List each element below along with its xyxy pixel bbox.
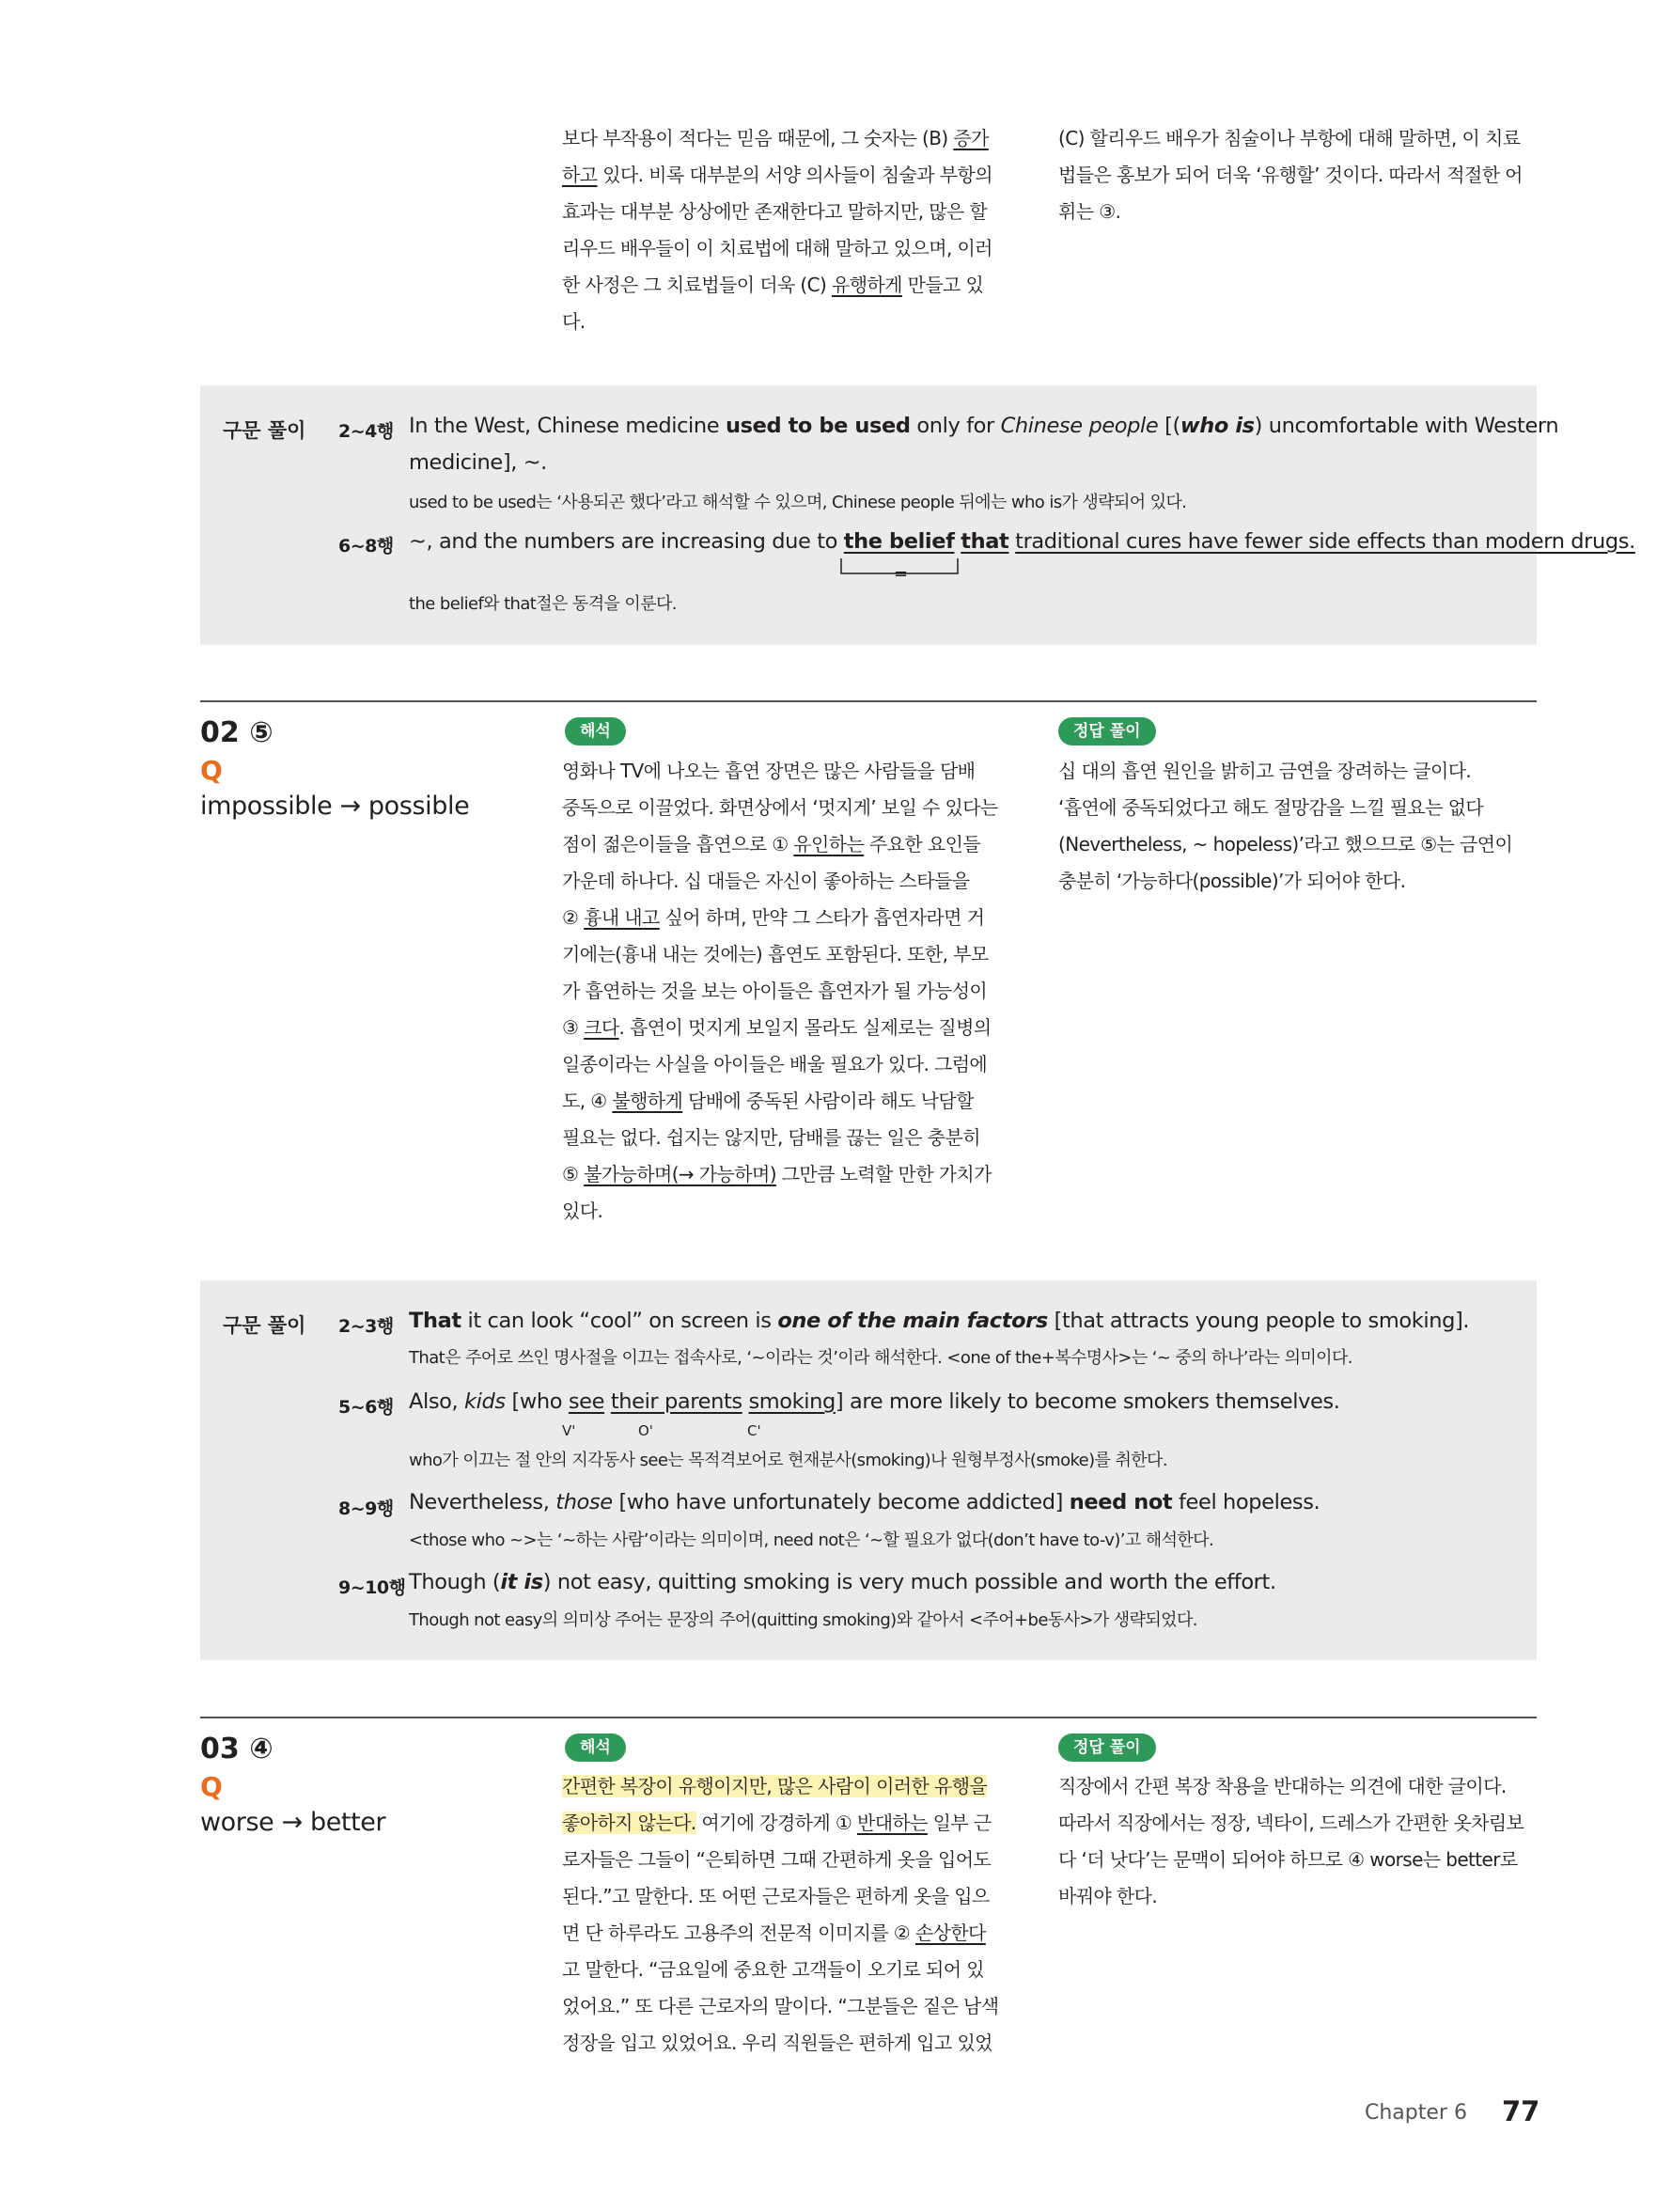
text-line [1058,863,1547,900]
answer-explanation [1058,753,1547,900]
text-run: 싶어 하며, 만약 그 스타가 흡연자라면 거 [659,906,985,929]
text-line [562,826,1023,863]
text-run: that [961,529,1009,554]
text-run: 흉내 내고 [584,906,660,929]
grammar-note: used to be used는 ‘사용되곤 했다’라고 해석할 수 있으며, Chinese people 뒤에는 who is가 생략되어 있다. [409,493,1187,512]
text-run: feel hopeless. [1172,1490,1320,1514]
text-line [1058,826,1547,863]
text-run: ‘흡연에 중독되었다고 해도 절망감을 느낄 필요는 없다 [1058,796,1484,819]
text-line [562,230,1023,267]
korean-translation [562,753,1023,1230]
text-line [562,863,1023,900]
q-marker: Q [200,755,223,786]
text-run: 증가 [953,127,989,149]
text-run: ) uncomfortable with Western [1254,414,1559,438]
text-run: 손상한다 [914,1922,986,1944]
section-divider [200,700,1537,702]
line-ref: 2~4행 [338,421,394,442]
grammar-notes-box-2 [200,1280,1537,1660]
text-run: 주요한 요인들 [864,833,981,855]
korean-translation [562,1768,1023,2062]
grammar-notes-box-1 [200,385,1635,645]
text-run: 충분히 ‘가능하다(possible)’가 되어야 한다. [1058,870,1406,892]
text-run: 일부 근 [927,1812,992,1834]
text-run: . 흡연이 멋지게 보일지 몰라도 실제로는 질병의 [618,1016,992,1039]
text-line [1058,157,1547,194]
text-run: Nevertheless, [409,1490,556,1514]
text-run: 다 ‘더 낫다’는 문맥이 되어야 하므로 ④ worse는 better로 [1058,1848,1518,1871]
grammar-sentence [409,1389,1340,1414]
question-number: 02 ⑤ [200,716,273,749]
text-run [604,1389,611,1414]
grammar-note: the belief와 that절은 동격을 이룬다. [409,594,677,614]
text-line [562,1046,1023,1083]
correct-answer: worse → better [200,1808,386,1837]
text-run: 바꿔야 한다. [1058,1885,1158,1907]
text-line [1058,1768,1547,1805]
text-run: it can look “cool” on screen is [461,1309,778,1333]
text-run: ② [562,906,585,929]
text-line [562,2025,1023,2062]
text-line [1058,1805,1547,1842]
text-line [1058,1842,1547,1878]
text-run: 직장에서 간편 복장 착용을 반대하는 의견에 대한 글이다. [1058,1775,1507,1797]
text-run: 여기에 강경하게 ① [695,1812,857,1834]
text-run: 있다. 비록 대부분의 서양 의사들이 침술과 부항의 [597,164,992,186]
text-run: That [409,1309,461,1333]
grammar-note: <those who ~>는 ‘~하는 사람’이라는 의미이며, need not은 ‘~할 필요가 없다(don’t have to-v)’고 해석한다. [409,1530,1214,1550]
text-run: 하고 [562,164,598,186]
text-run: 불행하게 [612,1090,683,1112]
text-run: (Nevertheless, ~ hopeless)’라고 했으므로 ⑤는 금연이 [1058,833,1513,855]
text-line [1058,753,1547,790]
correct-answer: impossible → possible [200,792,470,821]
text-line [562,1010,1023,1046]
text-run: kids [464,1389,506,1414]
section-divider [200,1717,1537,1718]
text-run: Chinese people [1000,414,1159,438]
line-ref: 2~3행 [338,1316,394,1337]
text-line [562,1156,1023,1193]
text-run: 유행하게 [831,274,902,296]
text-run: 리우드 배우들이 이 치료법에 대해 말하고 있으며, 이러 [562,237,992,259]
text-run: 십 대의 흡연 원인을 밝히고 금연을 장려하는 글이다. [1058,760,1472,782]
answer-explanation-badge: 정답 풀이 [1058,717,1156,745]
text-line [562,267,1023,304]
text-run: 있다. [562,1200,603,1222]
text-run: 담배에 중독된 사람이라 해도 낙담할 [682,1090,974,1112]
text-line [562,1083,1023,1120]
text-run: Also, [409,1389,465,1414]
text-run: 좋아하지 않는다. [562,1812,696,1834]
grammar-sentence [409,1309,1469,1333]
text-run: 반대하는 [856,1812,928,1834]
grammar-sentence [409,414,1558,438]
text-run: one of the main factors [777,1309,1048,1333]
text-run: 다. [562,310,586,333]
text-line [562,1842,1023,1878]
chapter-label: Chapter 6 [1365,2101,1467,2125]
text-line [562,753,1023,790]
answer-explanation [1058,1768,1547,1915]
translation-label-badge: 해석 [565,717,626,745]
text-run: 고 말한다. “금요일에 중요한 고객들이 오기로 되어 있 [562,1958,984,1981]
question-number: 03 ④ [200,1733,273,1765]
text-line [1058,1878,1547,1915]
line-ref: 6~8행 [338,536,394,557]
text-run: [( [1158,414,1180,438]
text-line [562,900,1023,936]
grammar-notes-label: 구문 풀이 [223,1314,306,1337]
text-run: 기에는(흉내 내는 것에는) 흡연도 포함된다. 또한, 부모 [562,943,989,965]
text-run: 한 사정은 그 치료법들이 더욱 (C) [562,274,832,296]
text-run: need not [1069,1490,1173,1514]
text-line [562,1988,1023,2025]
top-answer-explanation-continuation [1058,120,1547,230]
text-run: 가운데 하나다. 십 대들은 자신이 좋아하는 스타들을 [562,870,970,892]
verb-mark: V' [562,1422,576,1439]
text-run: ~, and the numbers are increasing due to [409,529,844,554]
line-ref: 5~6행 [338,1397,394,1418]
text-run: 점이 젊은이들을 흡연으로 ① [562,833,794,855]
text-run: ] are more likely to become smokers themselves. [835,1389,1340,1414]
text-line [1058,790,1547,826]
text-line [562,1805,1023,1842]
text-run: 도, ④ [562,1090,613,1112]
text-line [562,157,1023,194]
text-run: the belief [843,529,955,554]
text-run: 일종이라는 사실을 아이들은 배울 필요가 있다. 그럼에 [562,1053,988,1075]
text-run: only for [910,414,1001,438]
text-run: 법들은 홍보가 되어 더욱 ‘유행할’ 것이다. 따라서 적절한 어 [1058,164,1523,186]
text-line [562,1915,1023,1952]
text-run: 된다.”고 말한다. 또 어떤 근로자들은 편하게 옷을 입으 [562,1885,990,1907]
text-line [562,304,1023,340]
text-run: 간편한 복장이 유행이지만, 많은 사람이 이러한 유행을 [562,1775,988,1797]
text-run: 효과는 대부분 상상에만 존재한다고 말하지만, 많은 할 [562,200,988,223]
answer-explanation-badge: 정답 풀이 [1058,1734,1156,1762]
grammar-sentence [409,529,1635,554]
grammar-notes-label: 구문 풀이 [223,419,306,442]
text-run: it is [500,1570,543,1594]
text-run: 면 단 하루라도 고용주의 전문적 이미지를 ② [562,1922,915,1944]
text-run: 휘는 ③. [1058,200,1121,223]
text-run: ③ [562,1016,585,1039]
text-run: 그만큼 노력할 만한 가치가 [775,1163,992,1185]
text-line [562,1193,1023,1230]
text-run: 크다 [584,1016,619,1039]
text-run: 정장을 입고 있었어요. 우리 직원들은 편하게 입고 있었 [562,2032,992,2054]
text-run: In the West, Chinese medicine [409,414,726,438]
text-run: 필요는 없다. 쉽지는 않지만, 담배를 끊는 일은 충분히 [562,1126,980,1149]
text-run: who is [1180,414,1255,438]
text-line [562,936,1023,973]
text-line [1058,120,1547,157]
grammar-note: who가 이끄는 절 안의 지각동사 see는 목적격보어로 현재분사(smoking)나 원형부정사(smoke)를 취한다. [409,1451,1167,1470]
text-run: 었어요.” 또 다른 근로자의 말이다. “그분들은 짙은 남색 [562,1995,999,2017]
text-line [1058,194,1547,230]
text-line [562,1120,1023,1156]
text-run: Though ( [409,1570,501,1594]
text-run: 불가능하며(→ 가능하며) [584,1163,776,1185]
text-run: used to be used [725,414,911,438]
grammar-sentence [409,1490,1320,1514]
line-ref: 8~9행 [338,1498,394,1519]
text-line [562,120,1023,157]
text-run: 보다 부작용이 적다는 믿음 때문에, 그 숫자는 (B) [562,127,954,149]
text-line [562,1768,1023,1805]
text-run: smoking [748,1389,836,1414]
text-run: 로자들은 그들이 “은퇴하면 그때 간편하게 옷을 입어도 [562,1848,992,1871]
text-run: 만들고 있 [901,274,984,296]
text-run: 중독으로 이끌었다. 화면상에서 ‘멋지게’ 보일 수 있다는 [562,796,998,819]
text-run: ) not easy, quitting smoking is very much possible and worth the effort. [542,1570,1276,1594]
q-marker: Q [200,1771,223,1802]
translation-label-badge: 해석 [565,1734,626,1762]
text-line [562,1878,1023,1915]
equals-mark: = [894,564,909,584]
text-run: ⑤ [562,1163,585,1185]
text-run: those [555,1490,613,1514]
text-run: their parents [610,1389,742,1414]
text-run: [who [505,1389,569,1414]
grammar-sentence-cont [409,450,547,475]
text-run: 유인하는 [793,833,865,855]
text-run: traditional cures have fewer side effects than modern drugs. [1015,529,1635,554]
text-line [562,1952,1023,1988]
text-line [562,790,1023,826]
text-run: (C) 할리우드 배우가 침술이나 부항에 대해 말하면, 이 치료 [1058,127,1521,149]
text-line [562,194,1023,230]
text-line [562,973,1023,1010]
object-mark: O' [638,1422,653,1439]
top-translation-continuation [562,120,1023,340]
complement-mark: C' [747,1422,761,1439]
text-run: 가 흡연하는 것을 보는 아이들은 흡연자가 될 가능성이 [562,980,988,1002]
grammar-note: That은 주어로 쓰인 명사절을 이끄는 접속사로, ‘~이라는 것’이라 해석한다. <one of the+복수명사>는 ‘~ 중의 하나’라는 의미이다. [409,1348,1352,1368]
line-ref: 9~10행 [338,1577,406,1598]
grammar-note: Though not easy의 의미상 주어는 문장의 주어(quitting smoking)와 같아서 <주어+be동사>가 생략되었다. [409,1610,1197,1630]
text-run: see [568,1389,605,1414]
text-run: [that attracts young people to smoking]. [1047,1309,1470,1333]
text-run: [who have unfortunately become addicted] [612,1490,1070,1514]
page-number: 77 [1502,2095,1540,2127]
text-run: 따라서 직장에서는 정장, 넥타이, 드레스가 간편한 옷차림보 [1058,1812,1524,1834]
text-run: 영화나 TV에 나오는 흡연 장면은 많은 사람들을 담배 [562,760,976,782]
grammar-sentence [409,1570,1276,1594]
text-run: medicine], ~. [409,450,547,475]
